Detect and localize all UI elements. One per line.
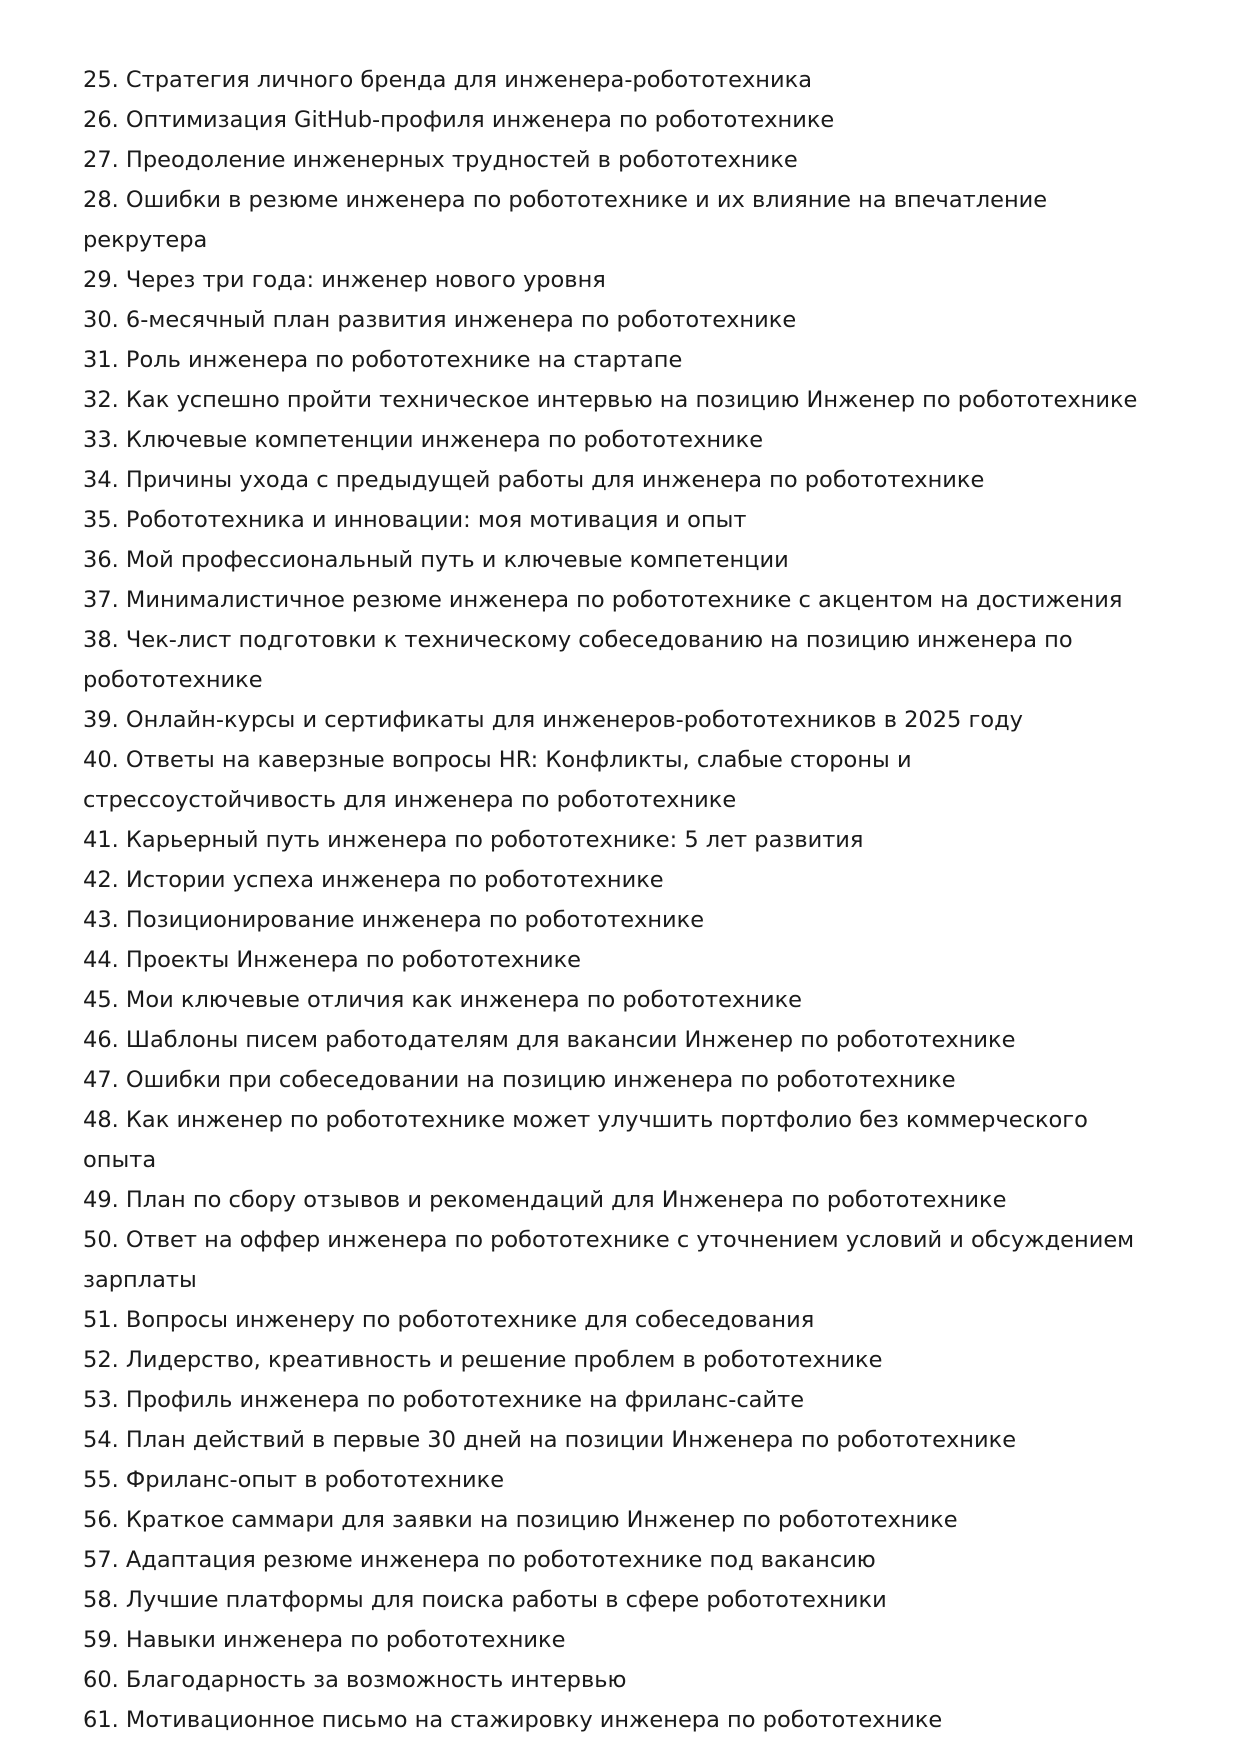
list-item: 37. Минималистичное резюме инженера по робототехнике с акцентом на достижения [83, 587, 1123, 613]
list-item: 54. План действий в первые 30 дней на позиции Инженера по робототехнике [83, 1427, 1017, 1453]
list-item: 41. Карьерный путь инженера по робототехнике: 5 лет развития [83, 827, 864, 853]
list-item: 27. Преодоление инженерных трудностей в робототехнике [83, 147, 798, 173]
list-item: 40. Ответы на каверзные вопросы HR: Конфликты, слабые стороны и стрессоустойчивость для инженера по робототехнике [83, 747, 912, 813]
list-item: 43. Позиционирование инженера по робототехнике [83, 907, 705, 933]
list-item: 59. Навыки инженера по робототехнике [83, 1627, 566, 1653]
list-item: 30. 6-месячный план развития инженера по робототехнике [83, 307, 797, 333]
list-item: 57. Адаптация резюме инженера по робототехнике под вакансию [83, 1547, 876, 1573]
list-item: 29. Через три года: инженер нового уровня [83, 267, 606, 293]
list-item: 53. Профиль инженера по робототехнике на фриланс-сайте [83, 1387, 805, 1413]
list-item: 36. Мой профессиональный путь и ключевые компетенции [83, 547, 789, 573]
list-item: 49. План по сбору отзывов и рекомендаций для Инженера по робототехнике [83, 1187, 1007, 1213]
list-item: 58. Лучшие платформы для поиска работы в сфере робототехники [83, 1587, 887, 1613]
topic-list [83, 60, 1163, 1740]
list-item: 56. Краткое саммари для заявки на позицию Инженер по робототехнике [83, 1507, 958, 1533]
list-item: 52. Лидерство, креативность и решение проблем в робототехнике [83, 1347, 883, 1373]
list-item: 44. Проекты Инженера по робототехнике [83, 947, 582, 973]
list-item: 45. Мои ключевые отличия как инженера по робототехнике [83, 987, 803, 1013]
list-item: 33. Ключевые компетенции инженера по робототехнике [83, 427, 764, 453]
list-item: 48. Как инженер по робототехнике может улучшить портфолио без коммерческого опыта [83, 1107, 1088, 1173]
list-item: 34. Причины ухода с предыдущей работы для инженера по робототехнике [83, 467, 985, 493]
list-item: 50. Ответ на оффер инженера по робототехнике с уточнением условий и обсуждением зарплаты [83, 1227, 1135, 1293]
list-item: 61. Мотивационное письмо на стажировку инженера по робототехнике [83, 1707, 943, 1733]
list-item: 51. Вопросы инженеру по робототехнике для собеседования [83, 1307, 815, 1333]
list-item: 39. Онлайн-курсы и сертификаты для инженеров-робототехников в 2025 году [83, 707, 1023, 733]
list-item: 35. Робототехника и инновации: моя мотивация и опыт [83, 507, 747, 533]
list-item: 60. Благодарность за возможность интервью [83, 1667, 627, 1693]
list-item: 55. Фриланс-опыт в робототехнике [83, 1467, 505, 1493]
list-item: 32. Как успешно пройти техническое интервью на позицию Инженер по робототехнике [83, 387, 1138, 413]
list-item: 42. Истории успеха инженера по робототехнике [83, 867, 664, 893]
list-item: 31. Роль инженера по робототехнике на стартапе [83, 347, 683, 373]
list-item: 28. Ошибки в резюме инженера по робототехнике и их влияние на впечатление рекрутера [83, 187, 1048, 253]
list-item: 26. Оптимизация GitHub-профиля инженера по робототехнике [83, 107, 835, 133]
list-item: 25. Стратегия личного бренда для инженера-робототехника [83, 67, 812, 93]
list-item: 38. Чек-лист подготовки к техническому собеседованию на позицию инженера по робототехнике [83, 627, 1073, 693]
list-item: 46. Шаблоны писем работодателям для вакансии Инженер по робототехнике [83, 1027, 1016, 1053]
list-item: 47. Ошибки при собеседовании на позицию инженера по робототехнике [83, 1067, 956, 1093]
